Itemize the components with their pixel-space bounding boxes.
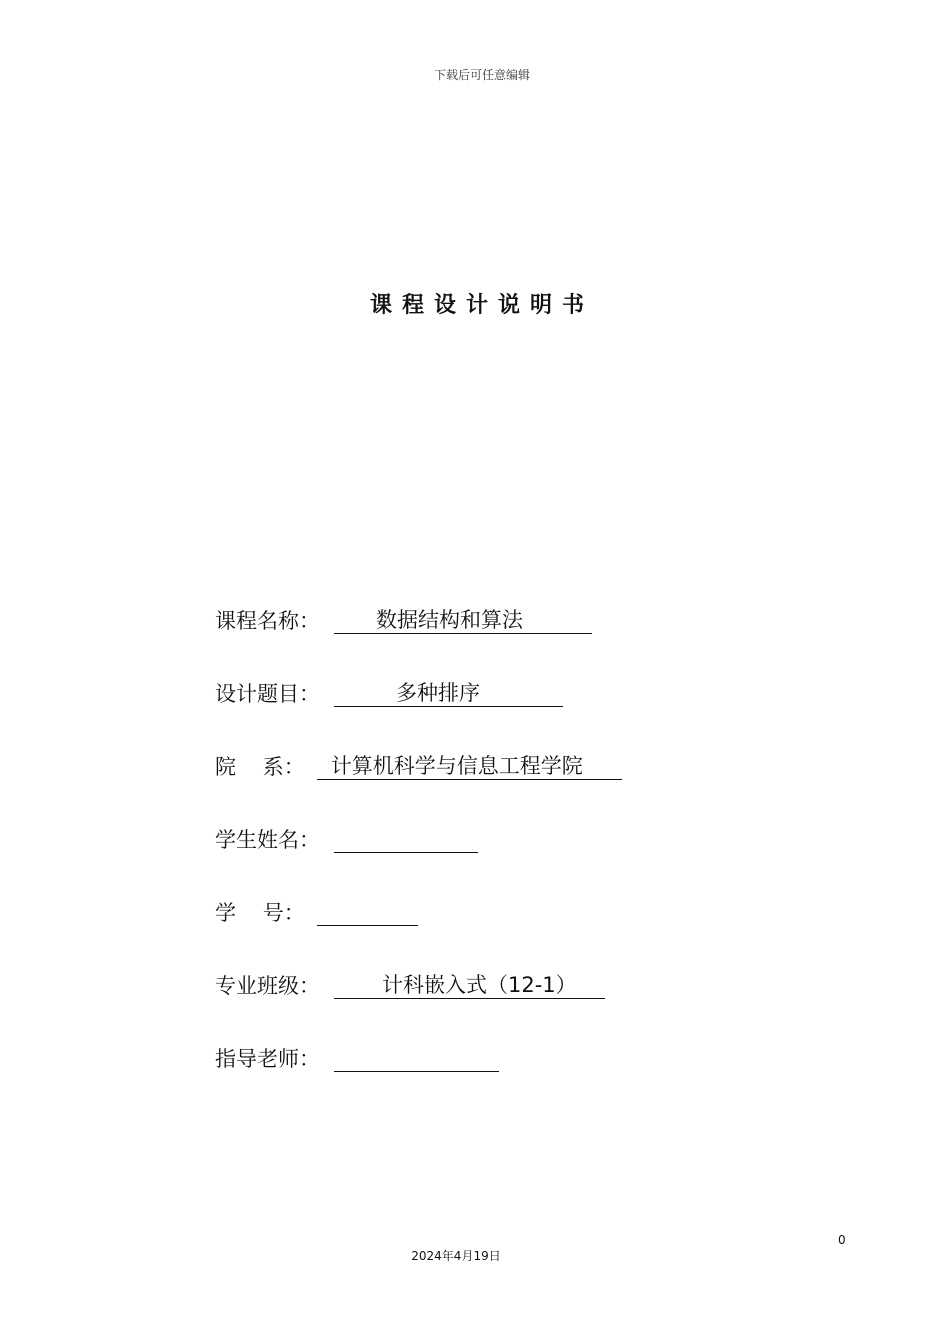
student-id-label: 学 号： xyxy=(215,901,305,925)
design-topic-value xyxy=(334,680,563,707)
class-value xyxy=(334,972,605,999)
design-topic-text: 多种排序 xyxy=(396,681,480,705)
field-student-name xyxy=(215,821,478,853)
course-name-value xyxy=(334,607,592,634)
course-name-text: 数据结构和算法 xyxy=(376,608,523,632)
field-student-id xyxy=(215,894,418,926)
department-value xyxy=(317,753,622,780)
advisor-value[interactable] xyxy=(334,1045,499,1072)
student-id-value[interactable] xyxy=(317,899,418,926)
department-label: 院 系： xyxy=(215,755,305,779)
field-class xyxy=(215,967,605,999)
field-course-name xyxy=(215,602,592,634)
student-name-value[interactable] xyxy=(334,826,478,853)
footer-date: 2024年4月19日 xyxy=(411,1249,501,1263)
field-department xyxy=(215,748,622,780)
field-design-topic xyxy=(215,675,563,707)
class-text: 计科嵌入式（12-1） xyxy=(382,973,577,997)
document-title: 课程设计说明书 xyxy=(369,293,594,318)
field-advisor xyxy=(215,1040,499,1072)
header-note: 下载后可任意编辑 xyxy=(433,68,530,82)
student-name-label: 学生姓名： xyxy=(215,828,320,852)
department-text: 计算机科学与信息工程学院 xyxy=(330,754,583,778)
advisor-label: 指导老师： xyxy=(215,1047,320,1071)
class-label: 专业班级： xyxy=(215,974,320,998)
design-topic-label: 设计题目： xyxy=(215,682,320,706)
page-number: 0 xyxy=(838,1233,846,1247)
course-name-label: 课程名称： xyxy=(215,609,320,633)
